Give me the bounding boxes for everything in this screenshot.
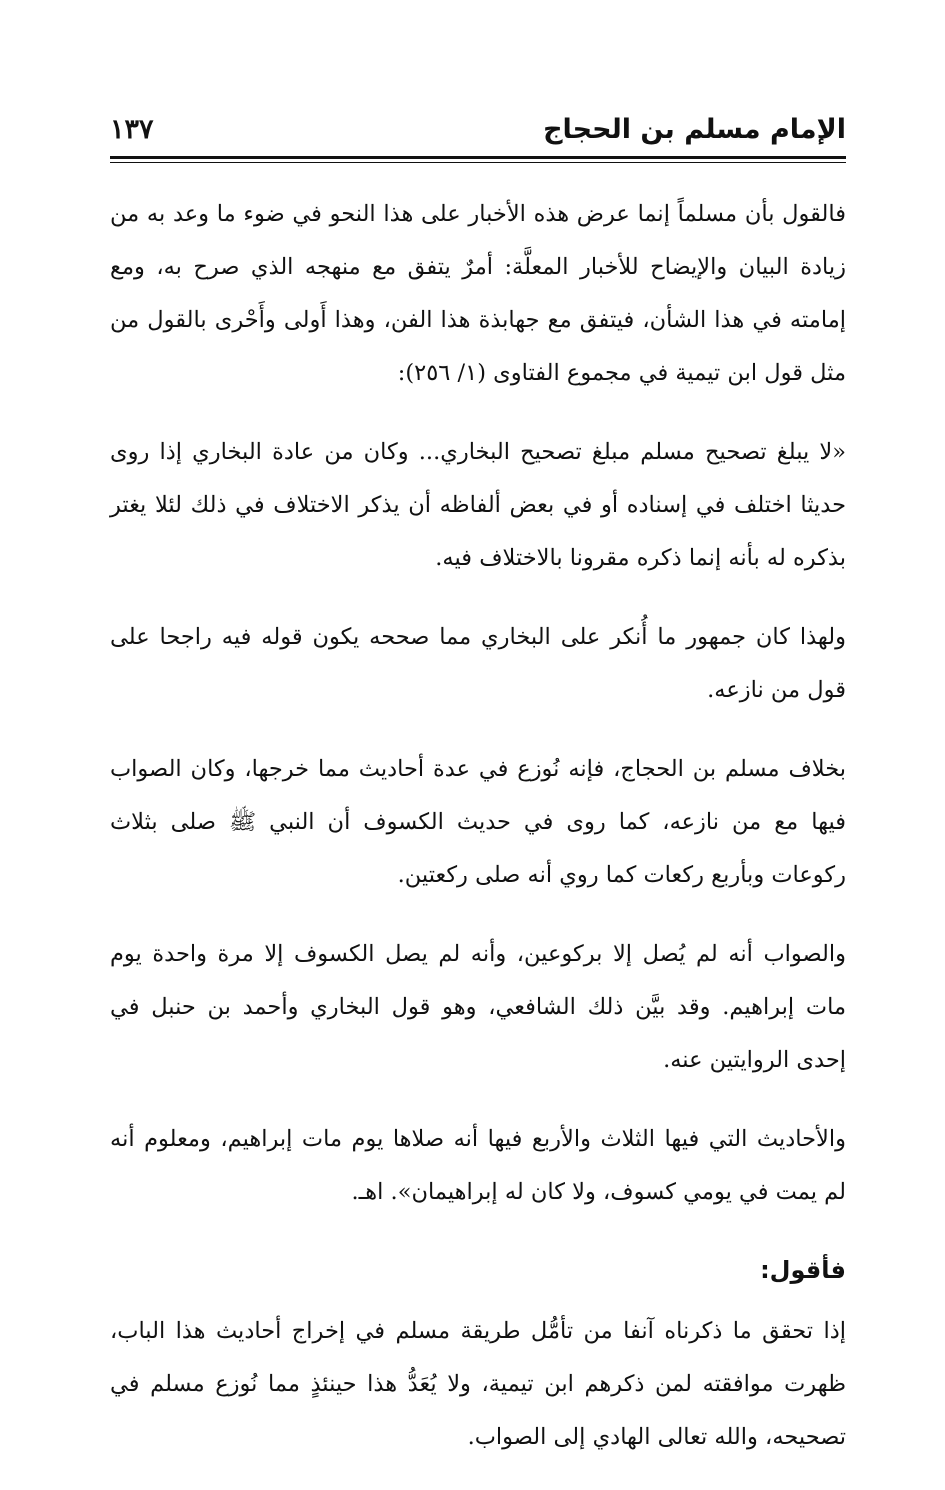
body-text: [110, 188, 846, 1490]
closing-paragraph: إذا تحقق ما ذكرناه آنفا من تأمُّل طريقة مسلم في إخراج أحاديث هذا الباب، ظهرت موافقته لمن ذكرهم ابن تيمية، ولا يُعَدُّ هذا حينئذٍ مما نُوزع مسلم في تصحيحه، والله تعالى الهادي إلى الصواب.: [110, 1318, 846, 1450]
running-title: الإمام مسلم بن الحجاج: [543, 114, 846, 145]
paragraph-1: فالقول بأن مسلماً إنما عرض هذه الأخبار على هذا النحو في ضوء ما وعد به من زيادة البيان والإيضاح للأخبار المعلَّة: أمرٌ يتفق مع منهجه الذي صرح به، ومع إمامته في هذا الشأن، فيتفق مع جهابذة هذا الفن، وهذا أَولى وأَحْرى بالقول من مثل قول ابن تيمية في مجموع الفتاوى (١/ ٢٥٦):: [110, 201, 846, 386]
header-rule-thick: [110, 156, 846, 159]
paragraph-2: «لا يبلغ تصحيح مسلم مبلغ تصحيح البخاري... وكان من عادة البخاري إذا روى حديثا اختلف في إسناده أو في بعض ألفاظه أن يذكر الاختلاف في ذلك لئلا يغتر بذكره له بأنه إنما ذكره مقرونا بالاختلاف فيه.: [110, 439, 846, 571]
paragraph-5: والصواب أنه لم يُصل إلا بركوعين، وأنه لم يصل الكسوف إلا مرة واحدة يوم مات إبراهيم. وقد بيَّن ذلك الشافعي، وهو قول البخاري وأحمد بن حنبل في إحدى الروايتين عنه.: [110, 941, 846, 1073]
page-header: [110, 100, 846, 160]
page-number: ١٣٧: [110, 114, 154, 145]
subheading: فأقول:: [760, 1256, 846, 1284]
paragraph-4: بخلاف مسلم بن الحجاج، فإنه نُوزع في عدة أحاديث مما خرجها، وكان الصواب فيها مع من نازعه، كما روى في حديث الكسوف أن النبي ﷺ صلى بثلاث ركوعات وبأربع ركعات كما روي أنه صلى ركعتين.: [110, 756, 846, 888]
page: [110, 100, 846, 1450]
header-rule-thin: [110, 162, 846, 163]
paragraph-3: ولهذا كان جمهور ما أُنكر على البخاري مما صححه يكون قوله فيه راجحا على قول من نازعه.: [110, 624, 846, 703]
paragraph-6: والأحاديث التي فيها الثلاث والأربع فيها أنه صلاها يوم مات إبراهيم، ومعلوم أنه لم يمت في يومي كسوف، ولا كان له إبراهيمان». اهـ.: [110, 1126, 846, 1205]
